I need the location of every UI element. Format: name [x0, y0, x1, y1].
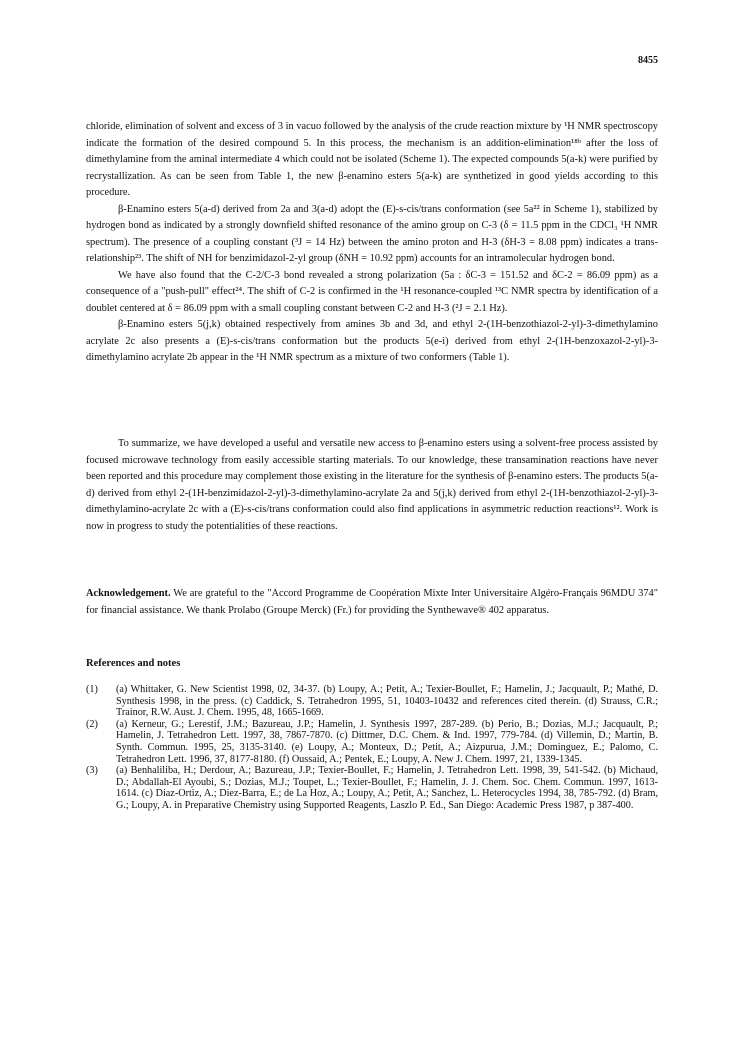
paragraph: β-Enamino esters 5(a-d) derived from 2a and 3(a-d) adopt the (E)-s-cis/trans conformation (see 5a²² in Scheme 1), stabilized by hydrogen bond as indicated by a strongly downfield shifted resonance of the amino group on C-3 (δ = 11.5 ppm in the CDCl₃ ¹H NMR spectrum). The presence of a coupling constant (³J = 14 Hz) between the amino proton and H-3 (δH-3 = 8.08 ppm) indicates a trans-relationship²³. The shift of NH for benzimidazol-2-yl group (δNH = 10.92 ppm) accounts for an intramolecular hydrogen bond.	[86, 203, 658, 264]
main-text-block	[86, 119, 658, 367]
paragraph: β-Enamino esters 5(j,k) obtained respectively from amines 3b and 3d, and ethyl 2-(1H-benzothiazol-2-yl)-3-dimethylamino acrylate 2c also presents a (E)-s-cis/trans conformation but the products 5(e-i) derived from ethyl 2-(1H-benzoxazol-2-yl)-3-dimethylamino acrylate 2b appear in the ¹H NMR spectrum as a mixture of two conformers (Table 1).	[86, 319, 658, 363]
reference-number: (1)	[86, 684, 98, 695]
acknowledgement-heading: Acknowledgement.	[86, 588, 171, 599]
reference-text: (a) Whittaker, G. New Scientist 1998, 02, 34-37. (b) Loupy, A.; Petit, A.; Texier-Boullet, F.; Hamelin, J.; Jacquault, P.; Mathé, D. Synthesis 1998, in the press. (c) Caddick, S. Tetrahedron 1995, 51, 10403-10432 and references cited therein. (d) Strauss, C.R.; Trainor, R.W. Aust. J. Chem. 1995, 48, 1665-1669.	[116, 684, 658, 719]
summary-block	[86, 436, 658, 535]
reference-text: (a) Kerneur, G.; Lerestif, J.M.; Bazureau, J.P.; Hamelin, J. Synthesis 1997, 287-289. (b) Perio, B.; Dozias, M.J.; Jacquault, P.; Hamelin, J. Tetrahedron Lett. 1997, 38, 7867-7870. (c) Dittmer, D.C. Chem. & Ind. 1997, 779-784. (d) Villemin, D.; Martin, B. Synth. Commun. 1995, 25, 3135-3140. (e) Loupy, A.; Monteux, D.; Petit, A.; Aizpurua, J.M.; Dominguez, E.; Palomo, C. Tetrahedron Lett. 1996, 37, 8177-8180. (f) Oussaid, A.; Pentek, E.; Loupy, A. New J. Chem. 1997, 21, 1339-1345.	[116, 718, 658, 765]
reference-item	[86, 684, 658, 719]
acknowledgement	[86, 586, 658, 619]
acknowledgement-text: We are grateful to the "Accord Programme de Coopération Mixte Inter Universitaire Algéro-Français 96MDU 374" for financial assistance. We thank Prolabo (Groupe Merck) (Fr.) for providing the Synthewave® 402 apparatus.	[86, 588, 658, 616]
reference-item	[86, 765, 658, 811]
references-heading: References and notes	[86, 658, 181, 669]
references-list	[86, 684, 658, 812]
reference-item	[86, 719, 658, 765]
paragraph: We have also found that the C-2/C-3 bond revealed a strong polarization (5a : δC-3 = 151.52 and δC-2 = 86.09 ppm) as a consequence of a "push-pull" effect²⁴. The shift of C-2 is confirmed in the ¹H resonance-coupled ¹³C NMR spectra by identification of a doublet centered at δ = 86.09 ppm with a small coupling constant between C-2 and H-3 (²J = 2.1 Hz).	[86, 269, 658, 314]
paragraph: chloride, elimination of solvent and excess of 3 in vacuo followed by the analysis of the crude reaction mixture by ¹H NMR spectroscopy indicate the formation of the desired compound 5. In this process, the mechanism is an addition-elimination¹⁸ᵇ after the loss of dimethylamine from the aminal intermediate 4 which could not be isolated (Scheme 1). The expected compounds 5(a-k) were purified by recrystallization. As can be seen from Table 1, the new β-enamino esters 5(a-k) are synthetized in good yields according to this procedure.	[86, 121, 658, 198]
reference-number: (3)	[86, 765, 98, 777]
reference-text: (a) Benhaliliba, H.; Derdour, A.; Bazureau, J.P.; Texier-Boullet, F.; Hamelin, J. Tetrahedron Lett. 1998, 39, 541-542. (b) Michaud, D.; Abdallah-El Ayoubi, S.; Dozias, M.J.; Toupet, L.; Texier-Boullet, F.; Hamelin, J. J. Chem. Soc. Chem. Commun. 1997, 1613-1614. (c) Diaz-Ortiz, A.; Diez-Barra, E.; de La Hoz, A.; Loupy, A.; Petit, A.; Sanchez, L. Heterocycles 1994, 38, 785-792. (d) Bram, G.; Loupy, A. in Preparative Chemistry using Supported Reagents, Laszlo P. Ed., San Diego: Academic Press 1987, p 387-400.	[116, 765, 658, 811]
summary-paragraph: To summarize, we have developed a useful and versatile new access to β-enamino esters using a solvent-free process assisted by focused microwave technology from easily accessible starting materials. To our knowledge, these transamination reactions have never been reported and this procedure may complement those existing in the literature for the synthesis of β-enamino esters. The products 5(a-d) derived from ethyl 2-(1H-benzimidazol-2-yl)-3-dimethylamino-acrylate 2a and 5(j,k) derived from ethyl 2-(1H-benzothiazol-2-yl)-3-dimethylamino-acrylate 2c with a (E)-s-cis/trans conformation could also find applications in asymmetric reduction reactions¹². Work is now in progress to study the potentialities of these reactions.	[86, 438, 658, 532]
page-number: 8455	[638, 55, 658, 66]
reference-number: (2)	[86, 718, 98, 730]
